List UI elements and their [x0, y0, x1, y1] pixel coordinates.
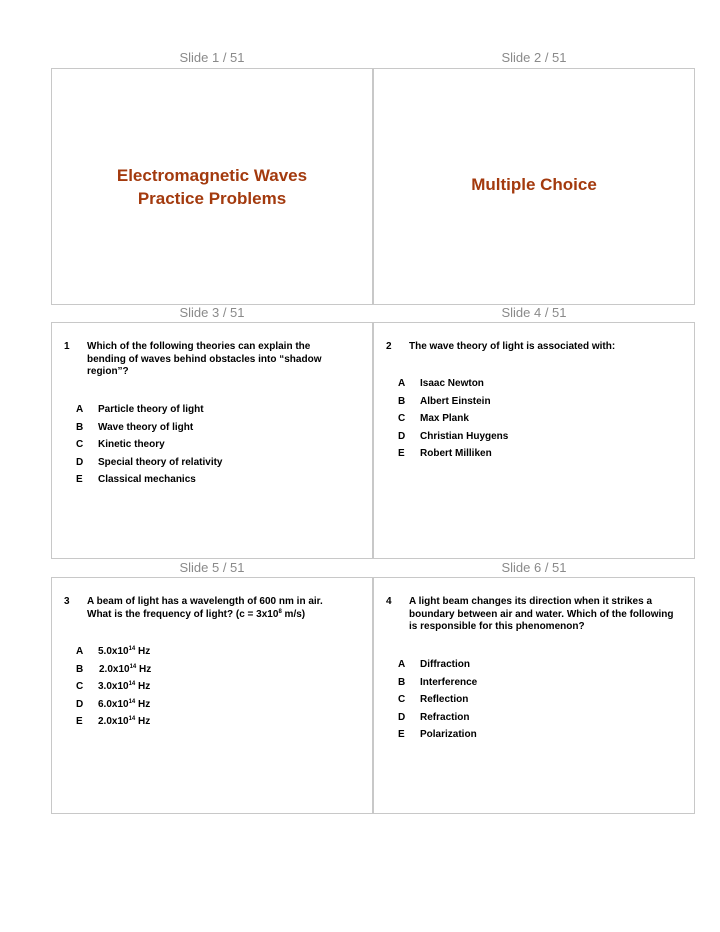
question-4-number: 4 [386, 596, 392, 607]
option-mantissa: 6.0x10 [98, 698, 129, 710]
question-1-number: 1 [64, 341, 70, 352]
option-e[interactable] [76, 474, 356, 492]
question-3-line-2-post: m/s) [281, 608, 306, 620]
option-text: Particle theory of light [98, 404, 204, 415]
option-letter: B [398, 395, 406, 407]
question-3-exponent: 8 [278, 608, 282, 615]
question-4 [386, 596, 686, 636]
slide-2 [373, 68, 695, 305]
option-d[interactable] [398, 712, 678, 730]
option-text: Refraction [420, 711, 470, 723]
option-a[interactable] [398, 659, 678, 677]
option-letter: A [398, 378, 406, 389]
option-letter: E [398, 448, 405, 460]
option-mantissa: 2.0x10 [99, 663, 130, 675]
option-text [98, 646, 150, 658]
option-text: Special theory of relativity [98, 456, 223, 468]
option-mantissa: 2.0x10 [98, 716, 129, 728]
question-3-line-1: A beam of light has a wavelength of 600 nm in air. [87, 596, 323, 607]
slide-2-title-line-1: Multiple Choice [471, 175, 597, 194]
option-d[interactable] [76, 457, 356, 475]
option-text [98, 716, 150, 728]
option-b[interactable] [76, 664, 356, 682]
option-letter: C [398, 694, 406, 706]
option-d[interactable] [76, 699, 356, 717]
option-c[interactable] [76, 681, 356, 699]
option-unit: Hz [136, 663, 152, 675]
option-unit: Hz [135, 646, 151, 657]
question-1 [64, 341, 364, 381]
option-text: Albert Einstein [420, 395, 491, 407]
option-letter: C [398, 413, 406, 425]
option-letter: E [76, 474, 83, 486]
option-b[interactable] [76, 422, 356, 440]
option-letter: D [398, 711, 406, 723]
option-text [98, 699, 150, 711]
slide-6 [373, 577, 695, 814]
slide-2-title [471, 173, 597, 196]
slide-4 [373, 322, 695, 559]
question-4-options [398, 659, 678, 747]
option-text: Max Plank [420, 413, 469, 425]
option-text: Polarization [420, 729, 477, 741]
question-3 [64, 596, 364, 624]
option-unit: Hz [135, 681, 151, 693]
option-d[interactable] [398, 431, 678, 449]
option-text: Isaac Newton [420, 378, 484, 389]
option-mantissa: 3.0x10 [98, 681, 129, 693]
question-1-text: Which of the following theories can explain the bending of waves behind obstacles into “shadow region”? [87, 341, 322, 377]
option-letter: D [76, 456, 84, 468]
option-letter: E [76, 716, 83, 728]
question-3-text [87, 596, 362, 621]
question-4-text: A light beam changes its direction when it strikes a boundary between air and water. Which of the following is responsible for this phenomenon? [409, 596, 674, 632]
slide-2-label: Slide 2 / 51 [501, 50, 567, 65]
option-letter: C [76, 681, 84, 693]
option-exponent: 14 [128, 681, 136, 688]
option-letter: E [398, 729, 405, 741]
option-b[interactable] [398, 396, 678, 414]
option-exponent: 14 [129, 663, 137, 670]
slide-1-title-line-1: Electromagnetic Waves [116, 165, 308, 185]
question-2-text: The wave theory of light is associated with: [409, 341, 616, 352]
option-text: Interference [420, 676, 478, 688]
option-text: Reflection [420, 694, 469, 706]
option-mantissa: 5.0x10 [98, 646, 129, 657]
option-letter: A [398, 659, 406, 670]
option-text: Diffraction [420, 659, 470, 670]
slide-5-label: Slide 5 / 51 [179, 560, 245, 575]
option-exponent: 14 [128, 716, 136, 723]
slide-1-title [117, 164, 307, 210]
slide-4-label: Slide 4 / 51 [501, 305, 567, 320]
option-b[interactable] [398, 677, 678, 695]
option-exponent: 14 [128, 646, 136, 652]
question-2-options [398, 378, 678, 466]
option-letter: C [76, 439, 84, 451]
option-text [99, 664, 151, 676]
option-text: Classical mechanics [98, 474, 196, 486]
slide-1-label: Slide 1 / 51 [179, 50, 245, 65]
question-3-number: 3 [64, 596, 70, 607]
option-letter: A [76, 646, 84, 657]
option-text: Wave theory of light [98, 421, 194, 433]
slide-1-title-line-2: Practice Problems [137, 188, 287, 208]
slide-1 [51, 68, 373, 305]
option-e[interactable] [398, 448, 678, 466]
slide-3-label: Slide 3 / 51 [179, 305, 245, 320]
option-letter: B [76, 663, 84, 675]
option-letter: D [76, 698, 84, 710]
option-e[interactable] [76, 716, 356, 734]
option-letter: B [398, 676, 406, 688]
slide-3 [51, 322, 373, 559]
option-letter: A [76, 404, 84, 415]
option-e[interactable] [398, 729, 678, 747]
question-1-options [76, 404, 356, 492]
option-exponent: 14 [128, 698, 136, 705]
option-c[interactable] [76, 439, 356, 457]
option-text [98, 681, 150, 693]
question-3-line-2-pre: What is the frequency of light? (c = 3x10 [87, 608, 279, 620]
question-2 [386, 341, 686, 355]
option-text: Robert Milliken [420, 448, 492, 460]
slide-5 [51, 577, 373, 814]
option-a[interactable] [76, 404, 356, 422]
option-letter: B [76, 421, 84, 433]
option-c[interactable] [398, 694, 678, 712]
option-c[interactable] [398, 413, 678, 431]
option-text: Christian Huygens [420, 430, 509, 442]
question-3-line-2 [87, 609, 362, 622]
question-2-number: 2 [386, 341, 392, 352]
option-unit: Hz [135, 716, 151, 728]
option-text: Kinetic theory [98, 439, 165, 451]
option-letter: D [398, 430, 406, 442]
option-a[interactable] [76, 646, 356, 664]
question-3-options [76, 646, 356, 734]
option-a[interactable] [398, 378, 678, 396]
option-unit: Hz [135, 698, 151, 710]
slide-6-label: Slide 6 / 51 [501, 560, 567, 575]
